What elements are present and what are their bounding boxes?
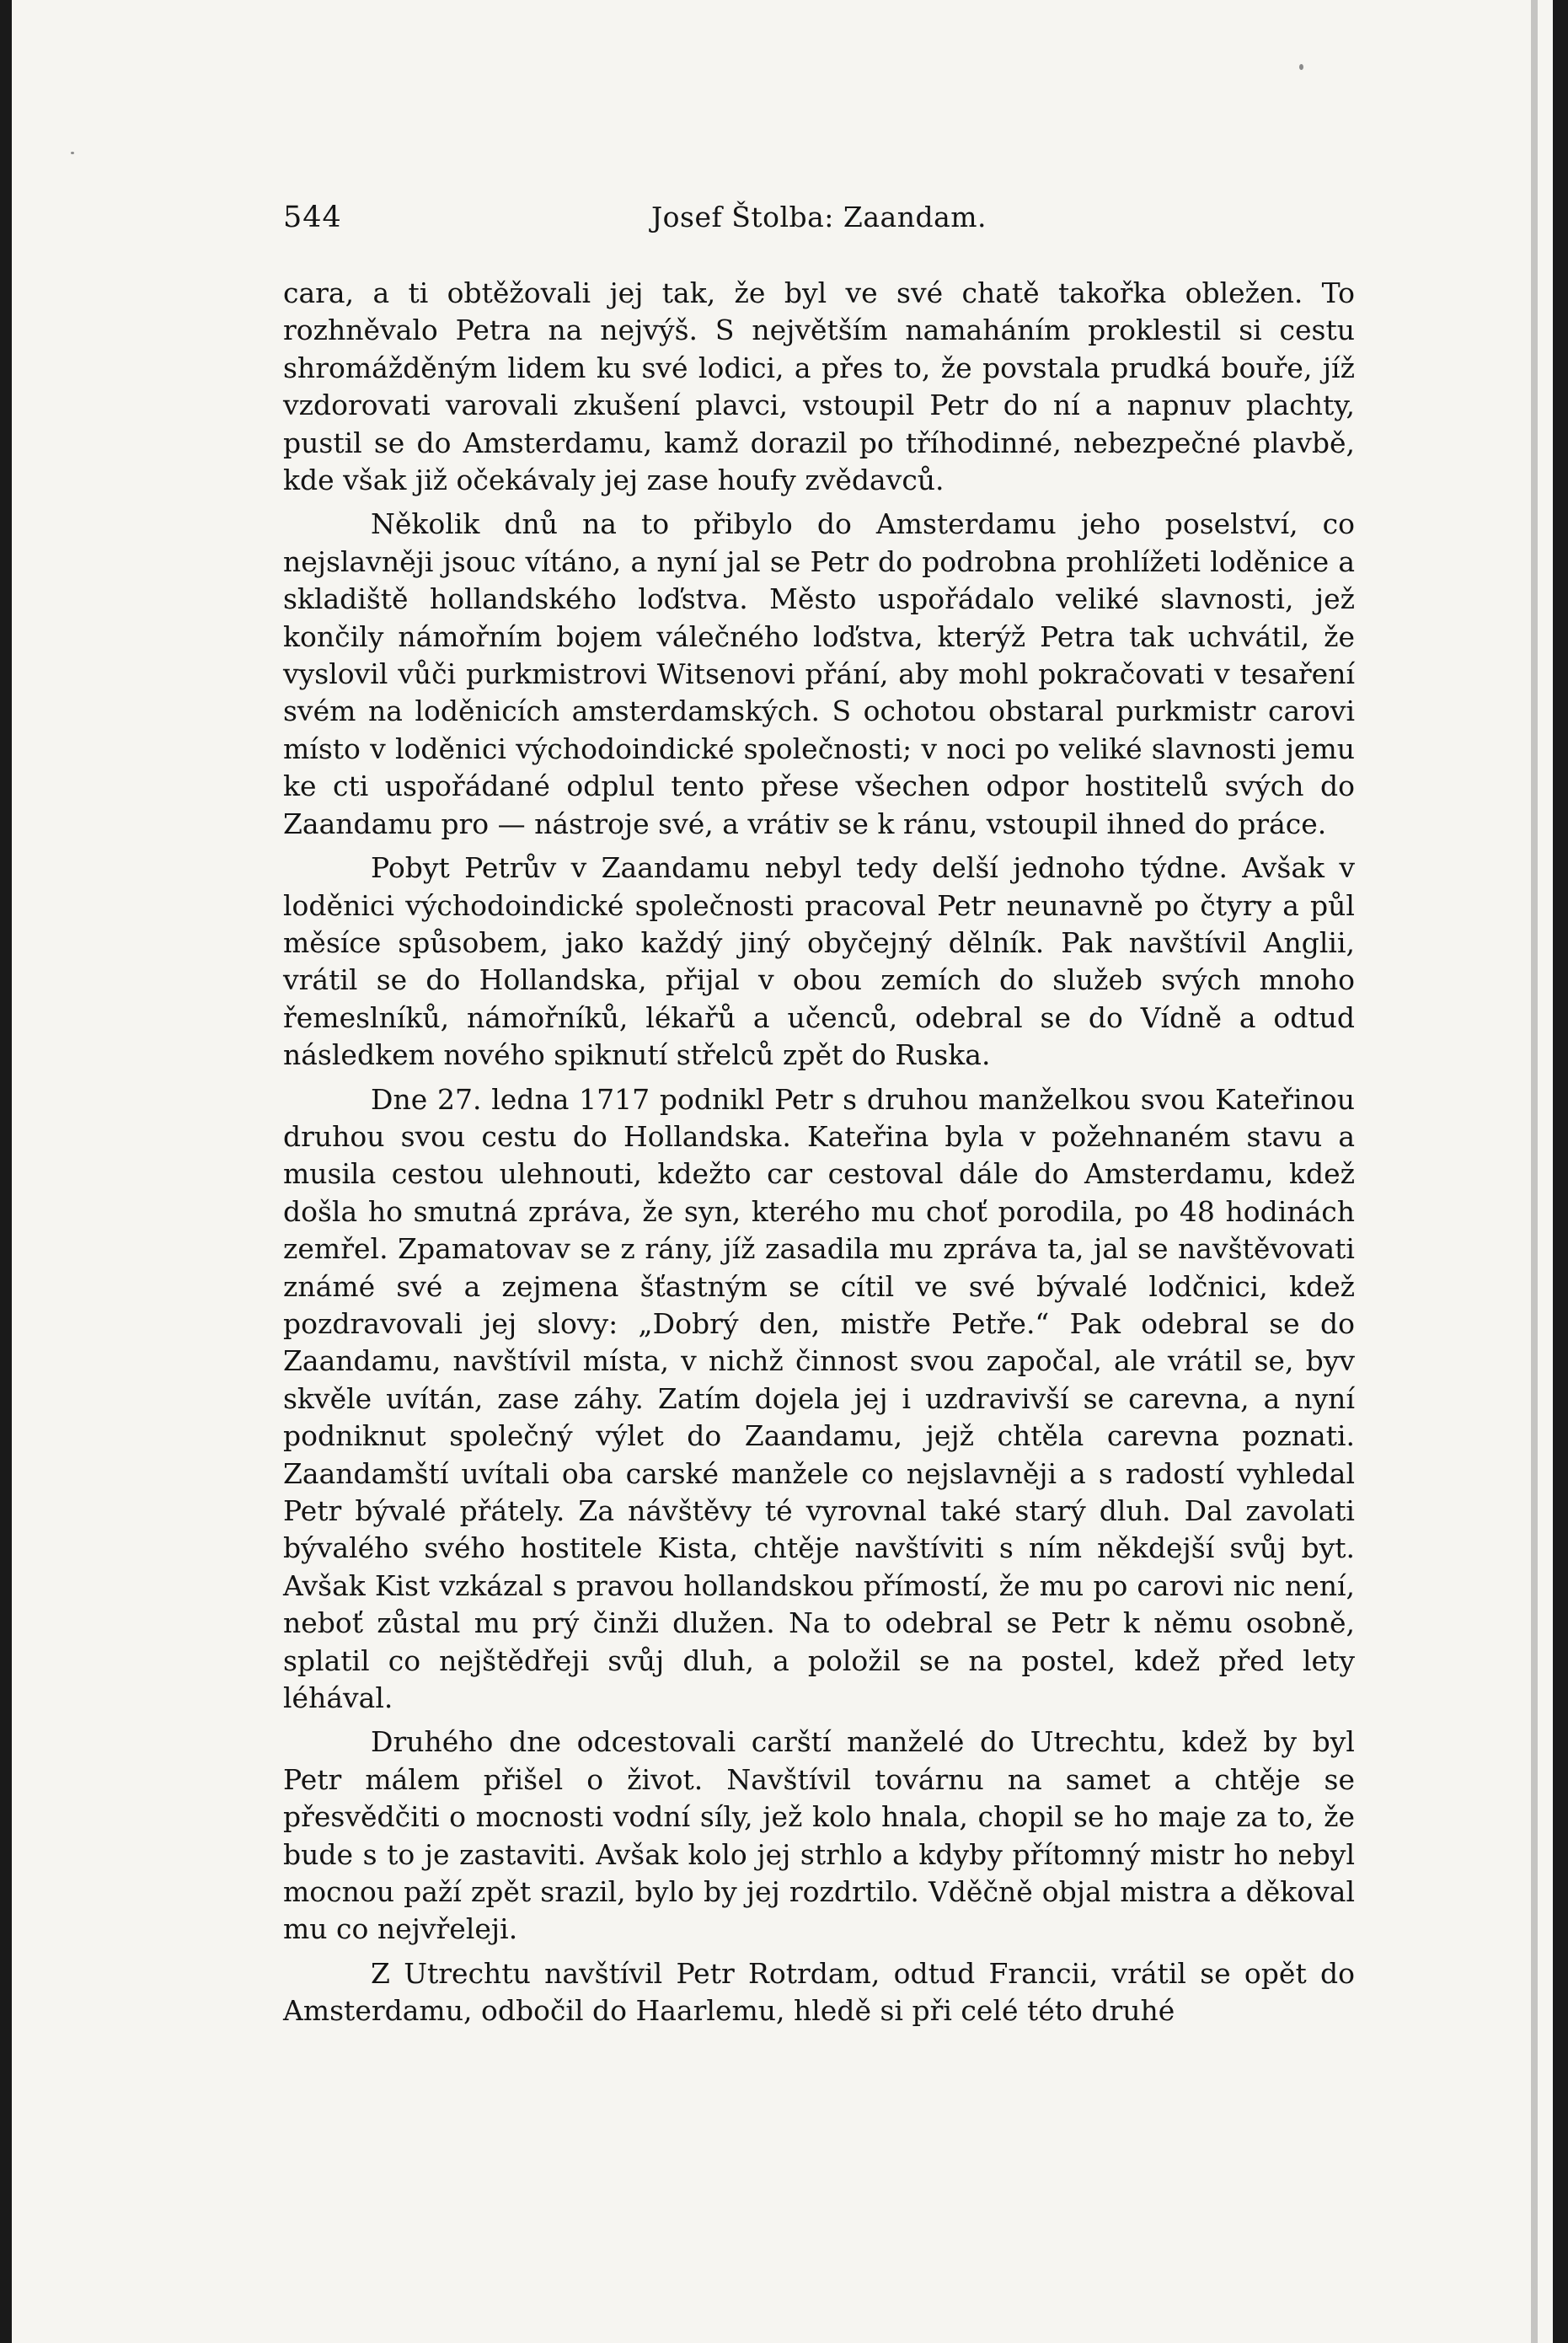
body-text: [283, 275, 1355, 2030]
paragraph: Několik dnů na to přibylo do Amsterdamu jeho poselství, co nejslavněji jsouc vítáno, a nyní jal se Petr do podrobna prohlížeti loděnice a skladiště hollandského loďstva. Město uspořádalo veliké slavnosti, jež končily námořním bojem válečného loďstva, kterýž Petra tak uchvátil, že vyslovil vůči purkmistrovi Witsenovi přání, aby mohl pokračovati v tesaření svém na loděnicích amsterdamských. S ochotou obstaral purkmistr carovi místo v loděnici východoindické společnosti; v noci po veliké slavnosti jemu ke cti uspořádané odplul tento přese všechen odpor hostitelů svých do Zaandamu pro — nástroje své, a vrátiv se k ránu, vstoupil ihned do práce.: [283, 507, 1355, 840]
running-title: Josef Štolba: Zaandam.: [650, 201, 987, 233]
paragraph: Druhého dne odcestovali carští manželé do Utrechtu, kdež by byl Petr málem přišel o život. Navštívil továrnu na samet a chtěje se přesvědčiti o mocnosti vodní síly, jež kolo hnala, chopil se ho maje za to, že bude s to je zastaviti. Avšak kolo jej strhlo a kdyby přítomný mistr ho nebyl mocnou paží zpět srazil, bylo by jej rozdrtilo. Vděčně objal mistra a děkoval mu co nejvřeleji.: [283, 1725, 1355, 1946]
speck-mark: [1299, 64, 1303, 70]
page-edge-shadow: [1531, 0, 1538, 2343]
paragraph: Pobyt Petrův v Zaandamu nebyl tedy delší jednoho týdne. Avšak v loděnici východoindické společnosti pracoval Petr neunavně po čtyry a půl měsíce spůsobem, jako každý jiný obyčejný dělník. Pak navštívil Anglii, vrátil se do Hollandska, přijal v obou zemích do služeb svých mnoho řemeslníků, námořníků, lékařů a učenců, odebral se do Vídně a odtud následkem nového spiknutí střelců zpět do Ruska.: [283, 851, 1355, 1072]
running-head: [283, 192, 1355, 243]
paragraph: cara, a ti obtěžovali jej tak, že byl ve své chatě takořka obležen. To rozhněvalo Petra na nejvýš. S největším namaháním proklestil si cestu shromážděným lidem ku své lodici, a přes to, že povstala prudká bouře, jíž vzdorovati varovali zkušení plavci, vstoupil Petr do ní a napnuv plachty, pustil se do Amsterdamu, kamž dorazil po tříhodinné, nebezpečné plavbě, kde však již očekávaly jej zase houfy zvědavců.: [283, 276, 1355, 497]
book-page: [12, 0, 1553, 2343]
paragraph: Dne 27. ledna 1717 podnikl Petr s druhou manželkou svou Kateřinou druhou svou cestu do Hollandska. Kateřina byla v požehnaném stavu a musila cestou ulehnouti, kdežto car cestoval dále do Amsterdamu, kdež došla ho smutná zpráva, že syn, kterého mu choť porodila, po 48 hodinách zemřel. Zpamatovav se z rány, jíž zasadila mu zpráva ta, jal se navštěvovati známé své a zejmena šťastným se cítil ve své bývalé lodčnici, kdež pozdravovali jej slovy: „Dobrý den, mistře Petře.“ Pak odebral se do Zaandamu, navštívil místa, v nichž činnost svou započal, ale vrátil se, byv skvěle uvítán, zase záhy. Zatím dojela jej i uzdravivší se carevna, a nyní podniknut společný výlet do Zaandamu, jejž chtěla carevna poznati. Zaandamští uvítali oba carské manžele co nejslavněji a s radostí vyhledal Petr bývalé přátely. Za návštěvy té vyrovnal také starý dluh. Dal zavolati bývalého svého hostitele Kista, chtěje navštíviti s ním někdejší svůj byt. Avšak Kist vzkázal s pravou hollandskou přímostí, že mu po carovi nic není, neboť zůstal mu prý činži dlužen. Na to odebral se Petr k němu osobně, splatil co nejštědřeji svůj dluh, a položil se na postel, kdež před lety léhával.: [283, 1082, 1355, 1715]
page-number: 544: [283, 201, 342, 234]
text-block: [283, 192, 1355, 2037]
speck-mark: [71, 152, 74, 154]
paragraph: Z Utrechtu navštívil Petr Rotrdam, odtud Francii, vrátil se opět do Amsterdamu, odbočil do Haarlemu, hledě si při celé této druhé: [283, 1956, 1355, 2028]
